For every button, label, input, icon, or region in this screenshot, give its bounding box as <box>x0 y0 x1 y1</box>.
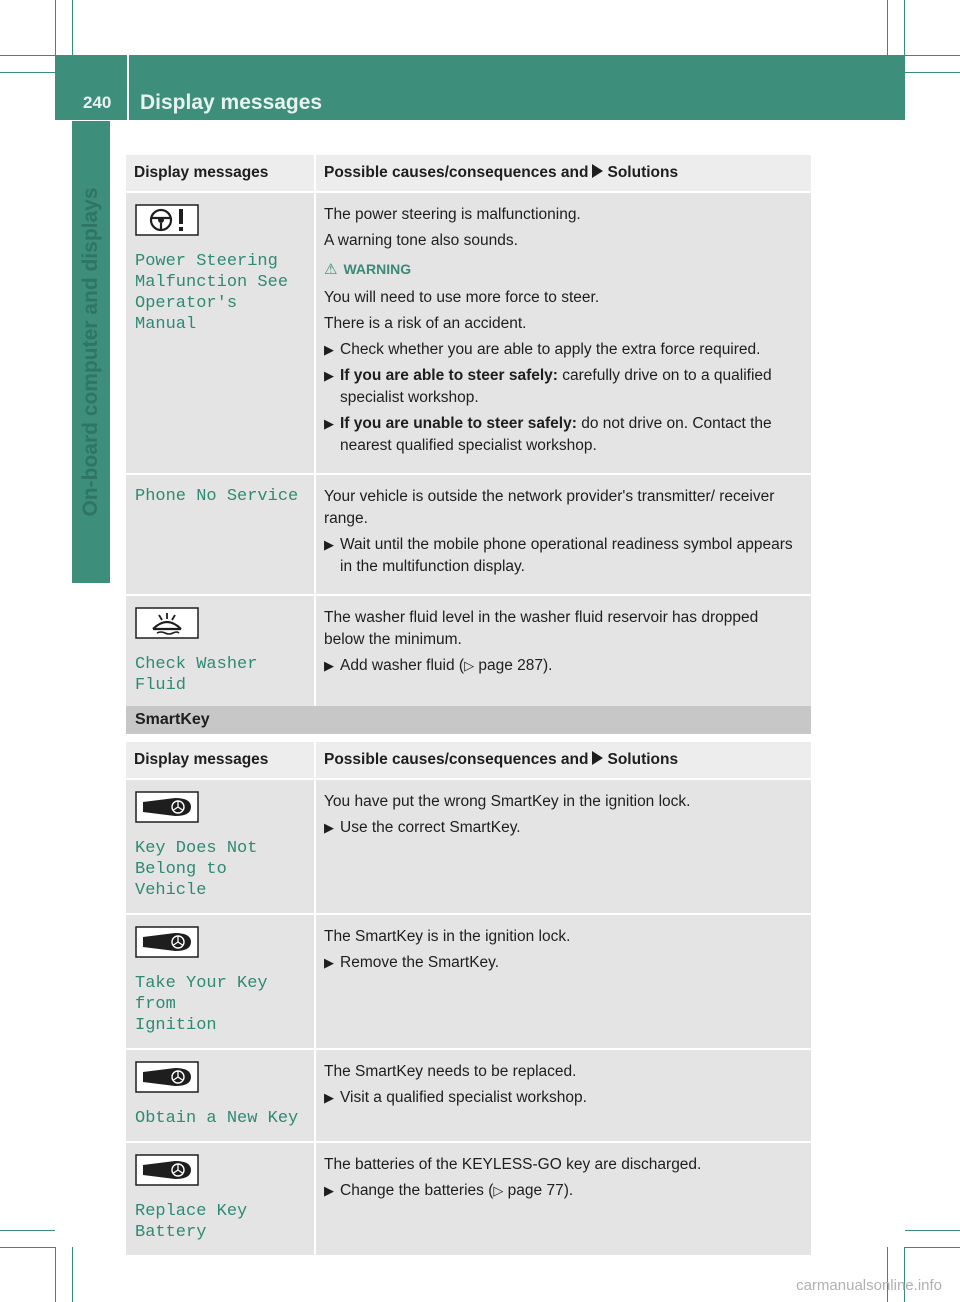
solution-cell <box>315 914 811 1049</box>
crop-mark <box>55 0 56 55</box>
key-icon <box>135 926 306 965</box>
table-row <box>126 1049 811 1142</box>
warning-triangle-icon: ⚠ <box>324 261 338 278</box>
solution-step: ▶ If you are able to steer safely: carefully drive on to a qualified specialist workshop. <box>324 367 772 406</box>
play-arrow-icon <box>592 164 603 178</box>
header-divider <box>127 55 129 120</box>
display-message-text: Take Your Key from Ignition <box>135 974 268 1035</box>
step-arrow-icon: ▶ <box>324 820 334 835</box>
column-header-causes: Possible causes/consequences and <box>324 164 589 181</box>
crop-mark <box>0 55 55 56</box>
display-message-text: Phone No Service <box>135 487 299 506</box>
watermark: carmanualsonline.info <box>796 1277 942 1294</box>
page-title: Display messages <box>140 91 323 114</box>
crop-mark <box>0 1247 55 1248</box>
solution-step: ▶ Check whether you are able to apply the extra force required. <box>324 339 803 361</box>
page-reference-link[interactable]: page 77). <box>503 1182 574 1199</box>
column-header-solutions-label: Solutions <box>607 751 679 768</box>
crop-mark <box>904 0 905 55</box>
page-reference-link[interactable]: page 287). <box>474 657 553 674</box>
step-arrow-icon: ▶ <box>324 658 334 673</box>
crop-mark <box>887 0 888 55</box>
key-icon <box>135 1154 306 1193</box>
column-header-causes: Possible causes/consequences and <box>324 751 589 768</box>
warning-text: There is a risk of an accident. <box>324 315 527 332</box>
section-heading-bar <box>126 706 811 734</box>
crop-mark <box>905 72 960 73</box>
crop-mark <box>0 72 55 73</box>
cause-text: The washer fluid level in the washer fluid reservoir has dropped below the minimum. <box>324 609 759 648</box>
step-arrow-icon: ▶ <box>324 955 334 970</box>
cause-text: The SmartKey needs to be replaced. <box>324 1063 577 1080</box>
message-cell <box>126 192 315 474</box>
crop-mark <box>0 1230 55 1231</box>
column-header-solutions-label: Solutions <box>607 164 679 181</box>
cause-text: You have put the wrong SmartKey in the ignition lock. <box>324 793 691 810</box>
column-header-solutions <box>315 742 811 779</box>
table-row <box>126 192 811 474</box>
step-arrow-icon: ▶ <box>324 342 334 357</box>
solution-step: ▶ If you are unable to steer safely: do not drive on. Contact the nearest qualified specialist workshop. <box>324 415 772 454</box>
solution-cell <box>315 474 811 595</box>
solution-cell <box>315 1049 811 1142</box>
crop-mark <box>905 1230 960 1231</box>
step-arrow-icon: ▶ <box>324 537 334 552</box>
solution-step: ▶ Remove the SmartKey. <box>324 952 803 974</box>
crop-mark <box>905 55 960 56</box>
solution-step: ▶ Wait until the mobile phone operational readiness symbol appears in the multifunction display. <box>324 536 793 575</box>
step-arrow-icon: ▶ <box>324 416 334 431</box>
solution-cell <box>315 192 811 474</box>
display-message-text: Check Washer Fluid <box>135 655 258 695</box>
section-heading: SmartKey <box>135 711 210 728</box>
display-message-text: Replace Key Battery <box>135 1202 248 1242</box>
display-message-text: Power Steering Malfunction See Operator's Manual <box>135 252 289 334</box>
table-header-row <box>126 155 811 192</box>
smartkey-table <box>126 742 811 1257</box>
display-messages-table <box>126 155 811 710</box>
page-header <box>55 55 905 120</box>
solution-cell <box>315 595 811 709</box>
steering-warning-icon <box>135 204 306 243</box>
message-cell <box>126 474 315 595</box>
step-arrow-icon: ▶ <box>324 1090 334 1105</box>
message-cell <box>126 1142 315 1256</box>
washer-fluid-icon <box>135 607 306 646</box>
display-message-text: Key Does Not Belong to Vehicle <box>135 839 258 900</box>
message-cell <box>126 595 315 709</box>
cause-text: The power steering is malfunctioning. <box>324 206 581 223</box>
solution-step: ▶ Visit a qualified specialist workshop. <box>324 1087 803 1109</box>
page-number: 240 <box>83 93 112 112</box>
step-arrow-icon: ▶ <box>324 1183 334 1198</box>
table-row <box>126 595 811 709</box>
warning-text: You will need to use more force to steer. <box>324 289 600 306</box>
crop-mark <box>55 1247 56 1302</box>
table-row <box>126 474 811 595</box>
step-arrow-icon: ▶ <box>324 368 334 383</box>
page-ref-icon: ▷ <box>493 1183 504 1198</box>
solution-step: ▶ Change the batteries (▷ page 77). <box>324 1180 803 1202</box>
play-arrow-icon <box>592 751 603 765</box>
table-row <box>126 914 811 1049</box>
cause-text: Your vehicle is outside the network provider's transmitter/ receiver range. <box>324 488 775 527</box>
column-header-messages: Display messages <box>126 742 315 779</box>
table-row <box>126 1142 811 1256</box>
table-header-row <box>126 742 811 779</box>
chapter-label: On-board computer and displays <box>79 187 102 517</box>
message-cell <box>126 779 315 914</box>
solution-cell <box>315 1142 811 1256</box>
cause-text: A warning tone also sounds. <box>324 232 518 249</box>
crop-mark <box>72 0 73 55</box>
display-message-text: Obtain a New Key <box>135 1109 299 1128</box>
page-ref-icon: ▷ <box>464 658 475 673</box>
key-icon <box>135 791 306 830</box>
key-icon <box>135 1061 306 1100</box>
solution-step: ▶ Use the correct SmartKey. <box>324 817 803 839</box>
crop-mark <box>72 1247 73 1302</box>
message-cell <box>126 1049 315 1142</box>
column-header-messages: Display messages <box>126 155 315 192</box>
solution-cell <box>315 779 811 914</box>
column-header-solutions <box>315 155 811 192</box>
cause-text: The batteries of the KEYLESS-GO key are discharged. <box>324 1156 702 1173</box>
cause-text: The SmartKey is in the ignition lock. <box>324 928 571 945</box>
crop-mark <box>905 1247 960 1248</box>
solution-step: ▶ Add washer fluid (▷ page 287). <box>324 655 803 677</box>
warning-heading: ⚠ WARNING <box>324 261 412 278</box>
message-cell <box>126 914 315 1049</box>
table-row <box>126 779 811 914</box>
